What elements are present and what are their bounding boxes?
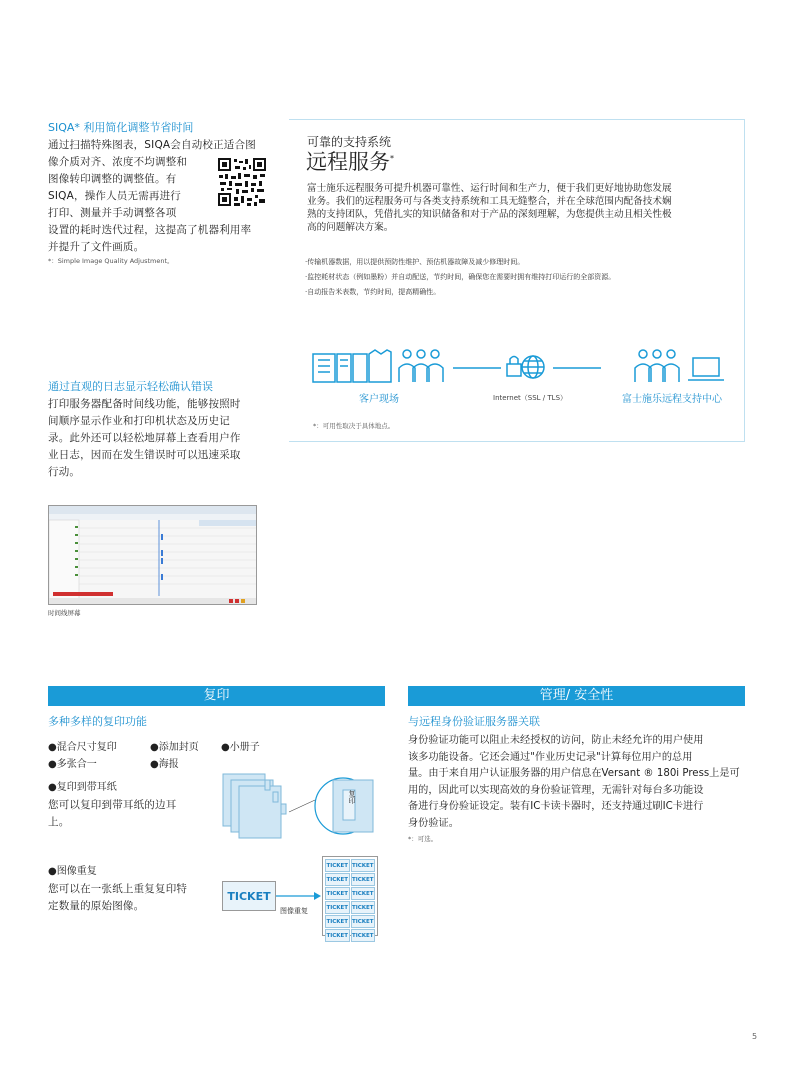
- ticket-cell: TICKET: [325, 887, 350, 900]
- tab-copy-title: ●复印到带耳纸: [48, 782, 117, 793]
- siqa-line: 并提升了文件画质。: [48, 241, 145, 253]
- lock-icon: [507, 357, 521, 377]
- log-line: 录。此外还可以轻松地屏幕上查看用户作: [48, 432, 241, 444]
- repeat-title: ●图像重复: [48, 866, 97, 877]
- ticket-cell: TICKET: [325, 859, 350, 872]
- admin-line: 身份验证。: [408, 817, 459, 829]
- log-line: 行动。: [48, 466, 81, 478]
- repeat-caption: 图像重复: [280, 907, 308, 915]
- remote-title: [306, 146, 394, 176]
- admin-line: 量。由于来自用户认证服务器的用户信息在Versant ® 180i Press上是可: [408, 768, 740, 779]
- ticket-repeat-sheet: [322, 856, 378, 939]
- feature-poster: ●海报: [150, 759, 179, 770]
- remote-line: 富士施乐远程服务可提升机器可靠性、运行时间和生产力，便于我们更好地协助您发展: [307, 183, 672, 194]
- feature-booklet: ●小册子: [221, 742, 260, 753]
- siqa-note: *：Simple Image Quality Adjustment。: [48, 257, 174, 265]
- feature-nup: ●多张合一: [48, 759, 97, 770]
- timeline-screenshot: [48, 505, 257, 605]
- siqa-line: 图像转印调整的调整值。有: [48, 173, 177, 185]
- siqa-title: SIQA* 利用简化调整节省时间: [48, 121, 194, 134]
- tab-copy-line: 您可以复印到带耳纸的边耳: [48, 799, 177, 811]
- globe-icon: [522, 356, 544, 378]
- page-number: 5: [752, 1032, 758, 1041]
- admin-line: 用的，因此可以实现高效的身份验证管理，无需针对每台多功能设: [408, 784, 704, 796]
- siqa-line: 通过扫描特殊图表，SIQA会自动校正适合图: [48, 139, 256, 151]
- repeat-line: 您可以在一张纸上重复复印特: [48, 883, 188, 895]
- remote-paragraph: [307, 182, 732, 234]
- log-line: 业日志，因而在发生错误时可以迅速采取: [48, 449, 241, 461]
- remote-line: 熟的支持团队，凭借扎实的知识储备和对于产品的深刻理解，为您提供主动且相关性极: [307, 209, 672, 220]
- support-center-label: 富士施乐远程支持中心: [622, 394, 722, 405]
- internet-label: Internet（SSL / TLS）: [493, 394, 568, 402]
- remote-bullets: [305, 255, 735, 300]
- admin-line: 该多功能设备。它还会通过"作业历史记录"计算每位用户的总用: [408, 751, 693, 763]
- building-icon: [313, 350, 391, 382]
- remote-bullet: ·监控耗材状态（例如墨粉）并自动配送，节约时间，确保您在需要时拥有维持打印运行的全部资源。: [305, 273, 616, 281]
- ticket-cell: TICKET: [325, 873, 350, 886]
- customer-site-label: 客户现场: [359, 394, 399, 405]
- remote-line: 业务。我们的远程服务可与各类支持系统和工具无缝整合，并在全球范围内配备技术娴: [307, 196, 672, 207]
- feature-mixed: ●混合尺寸复印: [48, 742, 117, 753]
- arrow-icon: [276, 890, 322, 902]
- remote-note: *：可用性取决于具体地点。: [313, 422, 395, 430]
- ticket-cell: TICKET: [351, 873, 376, 886]
- siqa-line: 像介质对齐、浓度不均调整和: [48, 156, 188, 168]
- tab-paper-illustration: [215, 770, 385, 842]
- siqa-line: 打印、测量并手动调整各项: [48, 207, 177, 219]
- ticket-cell: TICKET: [351, 915, 376, 928]
- remote-diagram: [311, 346, 739, 386]
- laptop-icon: [688, 358, 724, 380]
- admin-line: 身份验证功能可以阻止未经授权的访问，防止未经允许的用户使用: [408, 735, 704, 746]
- qr-code: [217, 157, 267, 207]
- ticket-cell: TICKET: [351, 887, 376, 900]
- remote-title-text: 远程服务: [306, 150, 390, 174]
- log-line: 间顺序显示作业和打印机状态及历史记: [48, 415, 230, 427]
- repeat-line: 定数量的原始图像。: [48, 900, 145, 912]
- tab-copy-line: 上。: [48, 816, 70, 828]
- remote-subtitle: 可靠的支持系统: [307, 135, 392, 149]
- ticket-original: [222, 881, 276, 911]
- feature-cover: ●添加封页: [150, 742, 199, 753]
- siqa-line: SIQA，操作人员无需再进行: [48, 190, 182, 202]
- timeline-caption: 时间线屏幕: [48, 609, 81, 617]
- remote-bullet: ·自动报告米表数，节约时间，提高精确性。: [305, 288, 441, 296]
- admin-note: *：可选。: [408, 835, 438, 843]
- tab-copy-body: [48, 797, 218, 831]
- ticket-cell: TICKET: [351, 901, 376, 914]
- siqa-line: 设置的耗时迭代过程，这提高了机器利用率: [48, 224, 252, 236]
- people-icon: [399, 350, 443, 382]
- ticket-cell: TICKET: [325, 929, 350, 942]
- ticket-cell: TICKET: [351, 859, 376, 872]
- remote-title-mark: *: [390, 154, 394, 163]
- ticket-text: TICKET: [227, 889, 271, 903]
- admin-title: 与远程身份验证服务器关联: [408, 715, 540, 728]
- admin-bar: 管理/ 安全性: [408, 686, 745, 706]
- ticket-cell: TICKET: [325, 901, 350, 914]
- log-line: 打印服务器配备时间线功能，能够按照时: [48, 398, 241, 410]
- remote-line: 高的问题解决方案。: [307, 222, 394, 233]
- copy-title: 多种多样的复印功能: [48, 715, 147, 728]
- people-icon: [635, 350, 679, 382]
- log-body: [48, 396, 273, 481]
- admin-body: [408, 733, 748, 832]
- log-title: 通过直观的日志显示轻松确认错误: [48, 380, 213, 393]
- copy-bar: 复印: [48, 686, 385, 706]
- admin-line: 备进行身份验证设定。装有IC卡读卡器时，还支持通过刷IC卡进行: [408, 801, 704, 812]
- ticket-cell: TICKET: [351, 929, 376, 942]
- remote-service-box: [289, 119, 745, 442]
- ticket-cell: TICKET: [325, 915, 350, 928]
- remote-bullet: ·传输机器数据，用以提供预防性维护、预估机器故障及减少修理时间。: [305, 258, 525, 266]
- tab-label: 复印: [348, 790, 356, 804]
- repeat-body: [48, 881, 218, 915]
